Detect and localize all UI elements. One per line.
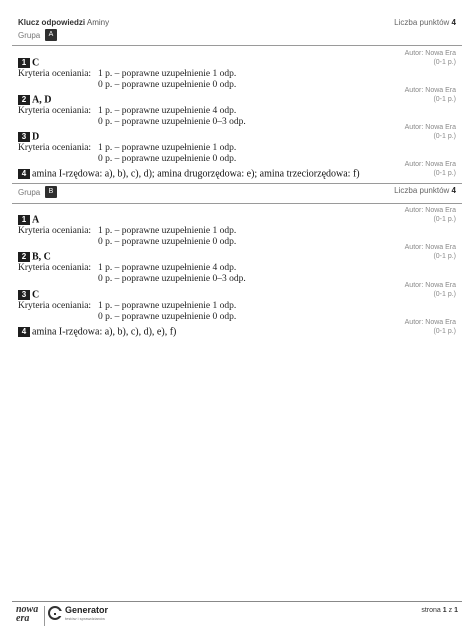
- answer: amina I-rzędowa: a), b), c), d), e), f): [32, 326, 177, 338]
- points-total-b: Liczba punktów 4: [394, 186, 456, 195]
- group-badge-b: B: [45, 186, 57, 198]
- generator-logo-subtitle: testów i sprawdzianów: [65, 616, 106, 621]
- question-number: 2: [18, 252, 30, 262]
- title-subject: Aminy: [86, 18, 110, 27]
- question-number: 4: [18, 169, 30, 179]
- points-total-a: Liczba punktów 4: [394, 18, 456, 27]
- group-separator: [12, 183, 462, 184]
- group-a-divider: [12, 45, 462, 46]
- document-title: [18, 18, 456, 27]
- criteria: Kryteria oceniania: 1 p. – poprawne uzupełnienie 4 odp. 0 p. – poprawne uzupełnienie 0–3 odp.: [18, 106, 246, 127]
- task-meta: Autor: Nowa Era (0-1 p.): [404, 87, 456, 103]
- title-bold: Klucz odpowiedzi: [18, 18, 86, 27]
- group-label-a: Grupa: [18, 31, 41, 40]
- criteria: Kryteria oceniania: 1 p. – poprawne uzupełnienie 1 odp. 0 p. – poprawne uzupełnienie 0 odp.: [18, 226, 237, 247]
- page-number: strona 1 z 1: [421, 607, 458, 614]
- generator-logo-icon: [48, 606, 62, 620]
- footer-divider: [12, 601, 462, 602]
- answer: C: [32, 289, 40, 301]
- criteria: Kryteria oceniania: 1 p. – poprawne uzupełnienie 1 odp. 0 p. – poprawne uzupełnienie 0 odp.: [18, 143, 237, 164]
- task-meta: Autor: Nowa Era (0-1 p.): [404, 282, 456, 298]
- criteria: Kryteria oceniania: 1 p. – poprawne uzupełnienie 4 odp. 0 p. – poprawne uzupełnienie 0–3 odp.: [18, 263, 246, 284]
- task-b-4: [18, 319, 456, 341]
- task-meta: Autor: Nowa Era (0-1 p.): [404, 161, 456, 177]
- task-b-1: [18, 207, 456, 247]
- nowa-era-logo: nowa era: [16, 604, 39, 624]
- task-a-3: [18, 124, 456, 164]
- logo-separator: [44, 606, 45, 626]
- question-number: 4: [18, 327, 30, 337]
- task-b-3: [18, 282, 456, 322]
- task-a-4: [18, 161, 456, 183]
- task-a-1: [18, 50, 456, 90]
- task-meta: Autor: Nowa Era (0-1 p.): [404, 244, 456, 260]
- task-a-2: [18, 87, 456, 127]
- answer: C: [32, 57, 40, 69]
- question-number: 1: [18, 215, 30, 225]
- group-badge-a: A: [45, 29, 57, 41]
- group-label-b: Grupa: [18, 188, 41, 197]
- criteria: Kryteria oceniania: 1 p. – poprawne uzupełnienie 1 odp. 0 p. – poprawne uzupełnienie 0 odp.: [18, 301, 237, 322]
- task-b-2: [18, 244, 456, 284]
- answer: A, D: [32, 94, 52, 106]
- question-number: 3: [18, 290, 30, 300]
- task-meta: Autor: Nowa Era (0-1 p.): [404, 207, 456, 223]
- criteria: Kryteria oceniania: 1 p. – poprawne uzupełnienie 1 odp. 0 p. – poprawne uzupełnienie 0 odp.: [18, 69, 237, 90]
- question-number: 3: [18, 132, 30, 142]
- task-meta: Autor: Nowa Era (0-1 p.): [404, 124, 456, 140]
- group-b-divider: [12, 203, 462, 204]
- task-meta: Autor: Nowa Era (0-1 p.): [404, 319, 456, 335]
- task-meta: Autor: Nowa Era (0-1 p.): [404, 50, 456, 66]
- answer: A: [32, 214, 40, 226]
- question-number: 1: [18, 58, 30, 68]
- question-number: 2: [18, 95, 30, 105]
- answer: B, C: [32, 251, 51, 263]
- generator-logo-text: Generator: [65, 605, 109, 615]
- answer: amina I-rzędowa: a), b), c), d); amina drugorzędowa: e); amina trzeciorzędowa: f): [32, 168, 360, 180]
- answer: D: [32, 131, 40, 143]
